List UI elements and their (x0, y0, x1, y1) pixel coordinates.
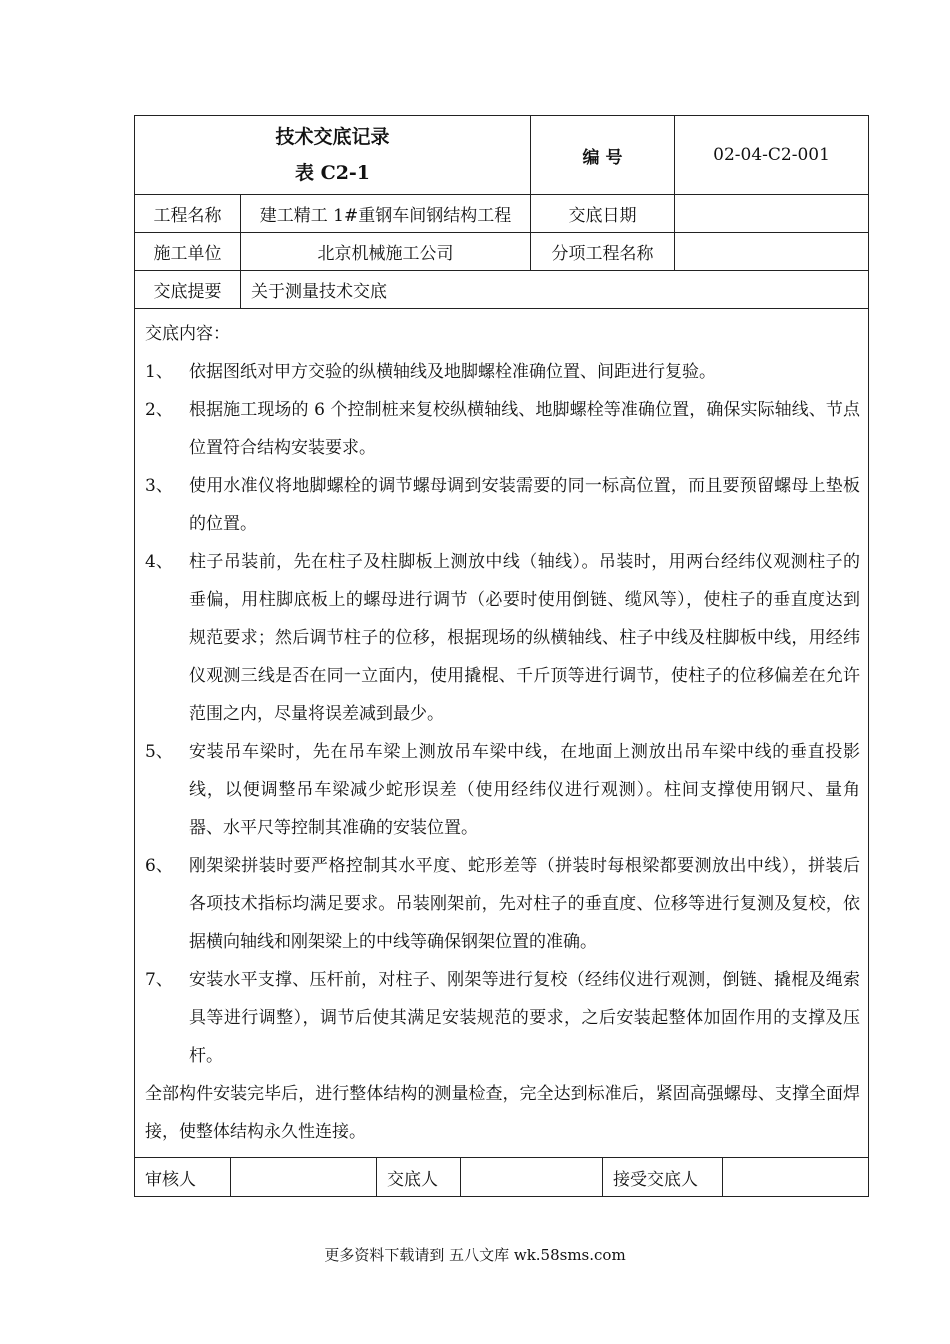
header-table (134, 115, 869, 1158)
item-text: 根据施工现场的 6 个控制桩来复校纵横轴线、地脚螺栓等准确位置，确保实际轴线、节点位置符合结构安装要求。 (189, 400, 861, 458)
item-text: 使用水准仪将地脚螺栓的调节螺母调到安装需要的同一标高位置，而且要预留螺母上垫板的位置。 (189, 476, 861, 534)
item-number: 4、 (145, 552, 173, 572)
list-item (145, 467, 860, 543)
subproject-value (675, 233, 869, 271)
footer-note: 更多资料下载请到 五八文库 wk.58sms.com (324, 1246, 626, 1264)
page-title: 技术交底记录 (275, 126, 390, 148)
form-code: 表 C2-1 (294, 162, 371, 184)
signature-table (134, 1158, 869, 1197)
reviewer-label: 审核人 (135, 1158, 231, 1197)
item-text: 安装吊车梁时，先在吊车梁上测放吊车梁中线，在地面上测放出吊车梁中线的垂直投影线，以便调整吊车梁减少蛇形误差（使用经纬仪进行观测）。柱间支撑使用钢尺、量角器、水平尺等控制其准确的安装位置。 (189, 742, 861, 838)
item-number: 7、 (145, 970, 173, 990)
presenter-value (461, 1158, 603, 1197)
content-cell (135, 309, 869, 1158)
item-number: 5、 (145, 742, 173, 762)
subproject-label: 分项工程名称 (531, 233, 675, 271)
list-item (145, 961, 860, 1075)
list-item (145, 847, 860, 961)
list-item (145, 733, 860, 847)
date-label: 交底日期 (531, 195, 675, 233)
item-number: 6、 (145, 856, 173, 876)
item-number: 2、 (145, 400, 173, 420)
closing-paragraph: 全部构件安装完毕后，进行整体结构的测量检查，完全达到标准后，紧固高强螺母、支撑全面焊接，使整体结构永久性连接。 (145, 1084, 861, 1142)
item-text: 依据图纸对甲方交验的纵横轴线及地脚螺栓准确位置、间距进行复验。 (189, 362, 716, 382)
number-label: 编 号 (531, 116, 675, 195)
document (134, 115, 868, 1197)
item-text: 柱子吊装前，先在柱子及柱脚板上测放中线（轴线）。吊装时，用两台经纬仪观测柱子的垂偏，用柱脚底板上的螺母进行调节（必要时使用倒链、缆风等），使柱子的垂直度达到规范要求；然后调节柱子的位移，根据现场的纵横轴线、柱子中线及柱脚板中线，用经纬仪观测三线是否在同一立面内，使用撬棍、千斤顶等进行调节，使柱子的位移偏差在允许范围之内，尽量将误差减到最少。 (189, 552, 861, 724)
presenter-label: 交底人 (377, 1158, 461, 1197)
item-number: 3、 (145, 476, 173, 496)
receiver-value (723, 1158, 869, 1197)
list-item (145, 543, 860, 733)
list-item (145, 391, 860, 467)
project-name-label: 工程名称 (135, 195, 241, 233)
unit-label: 施工单位 (135, 233, 241, 271)
number-value: 02-04-C2-001 (675, 116, 869, 195)
date-value (675, 195, 869, 233)
summary-value: 关于测量技术交底 (241, 271, 869, 309)
item-number: 1、 (145, 362, 173, 382)
project-name-value: 建工精工 1#重钢车间钢结构工程 (241, 195, 531, 233)
item-text: 安装水平支撑、压杆前，对柱子、刚架等进行复校（经纬仪进行观测，倒链、撬棍及绳索具等进行调整），调节后使其满足安装规范的要求，之后安装起整体加固作用的支撑及压杆。 (189, 970, 861, 1066)
content-heading: 交底内容： (145, 324, 230, 344)
unit-value: 北京机械施工公司 (241, 233, 531, 271)
title-cell (135, 116, 531, 195)
reviewer-value (231, 1158, 377, 1197)
item-text: 刚架梁拼装时要严格控制其水平度、蛇形差等（拼装时每根梁都要测放出中线），拼装后各项技术指标均满足要求。吊装刚架前，先对柱子的垂直度、位移等进行复测及复校，依据横向轴线和刚架梁上的中线等确保钢架位置的准确。 (189, 856, 861, 952)
summary-label: 交底提要 (135, 271, 241, 309)
receiver-label: 接受交底人 (603, 1158, 723, 1197)
list-item (145, 353, 860, 391)
